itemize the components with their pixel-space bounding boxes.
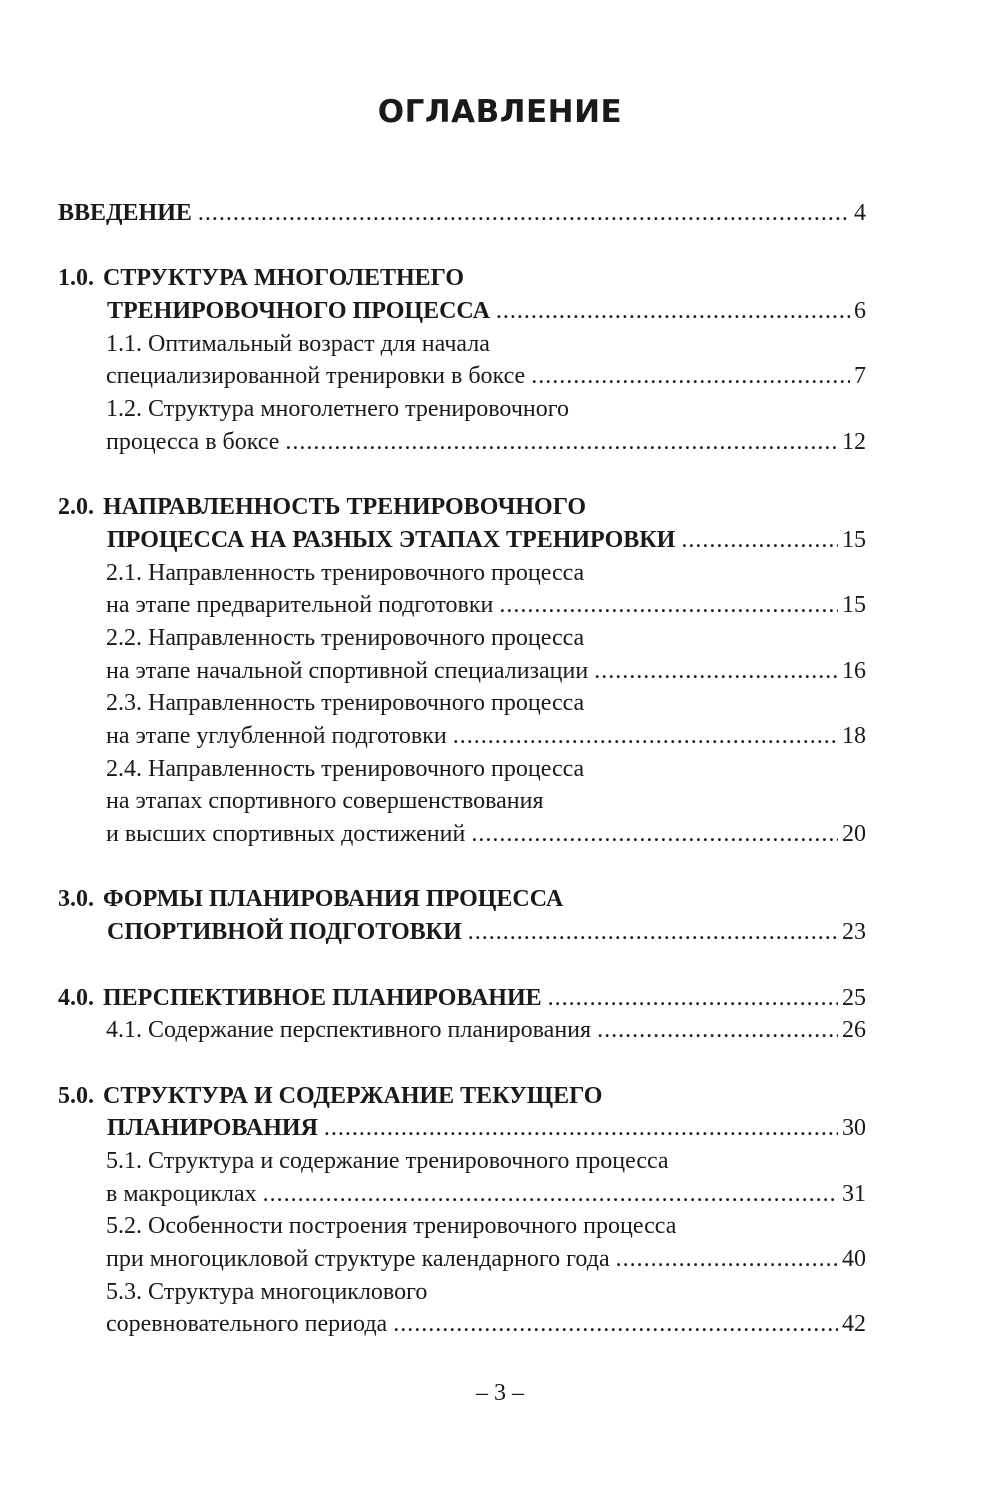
toc-spacer	[58, 459, 866, 492]
toc-chapter-number: 1.0.	[58, 265, 94, 292]
toc-line	[58, 1276, 866, 1309]
toc-line	[58, 753, 866, 786]
toc-line	[58, 524, 866, 557]
toc-section-entry[interactable]	[58, 753, 866, 851]
toc-spacer	[58, 949, 866, 982]
toc-page-number: 12	[842, 428, 866, 455]
toc-line	[58, 655, 866, 688]
toc-entry-title: в макроциклах	[106, 1180, 257, 1207]
toc-page-number: 31	[842, 1180, 866, 1207]
toc-chapter-entry[interactable]	[58, 262, 866, 327]
toc-page-number: 23	[842, 919, 866, 946]
toc-line	[58, 1080, 866, 1113]
toc-line	[58, 818, 866, 851]
page-title: ОГЛАВЛЕНИЕ	[377, 94, 623, 130]
toc-entry-title: ВВЕДЕНИЕ	[58, 200, 192, 226]
toc-entry-title: соревновательного периода	[106, 1311, 388, 1338]
dot-leader	[616, 1243, 838, 1276]
toc-chapter-entry[interactable]	[58, 883, 866, 948]
toc-line	[58, 916, 866, 949]
toc-entry-title: на этапах спортивного совершенствования	[106, 788, 544, 815]
toc-entry-title: ПЛАНИРОВАНИЯ	[107, 1115, 318, 1142]
toc-chapter-entry[interactable]	[58, 1080, 866, 1145]
dot-leader	[393, 1308, 838, 1341]
toc-page-number: 25	[842, 984, 866, 1011]
toc-page-number: 6	[854, 298, 866, 325]
dot-leader	[597, 1014, 838, 1047]
toc-line	[58, 1243, 866, 1276]
toc-entry-title: ПЕРСПЕКТИВНОЕ ПЛАНИРОВАНИЕ	[103, 984, 542, 1011]
toc-entry-title: ПРОЦЕССА НА РАЗНЫХ ЭТАПАХ ТРЕНИРОВКИ	[107, 526, 676, 553]
toc-line	[58, 360, 866, 393]
toc-page-number: 15	[842, 592, 866, 619]
dot-leader	[453, 720, 838, 753]
toc-entry-title: СПОРТИВНОЙ ПОДГОТОВКИ	[107, 919, 462, 946]
toc-page-number: 42	[842, 1311, 866, 1338]
dot-leader	[496, 295, 850, 328]
toc-chapter-number: 4.0.	[58, 984, 94, 1011]
toc-line	[58, 982, 866, 1015]
toc-page-number: 16	[842, 657, 866, 684]
toc-entry-title: при многоцикловой структуре календарного года	[106, 1246, 610, 1272]
dot-leader	[499, 589, 838, 622]
toc-chapter-entry[interactable]	[58, 197, 866, 230]
toc-line	[58, 262, 866, 295]
dot-leader	[531, 360, 850, 393]
toc-line	[58, 785, 866, 818]
toc-section-entry[interactable]	[58, 687, 866, 752]
toc-line	[58, 1308, 866, 1341]
toc-line	[58, 720, 866, 753]
toc-entry-title: 1.1. Оптимальный возраст для начала	[106, 330, 490, 357]
toc-entry-title: ТРЕНИРОВОЧНОГО ПРОЦЕССА	[107, 298, 490, 325]
toc-entry-title: 1.2. Структура многолетнего тренировочного	[106, 396, 569, 423]
toc-spacer	[58, 851, 866, 884]
toc-line	[58, 1112, 866, 1145]
dot-leader	[468, 916, 838, 949]
dot-leader	[548, 982, 838, 1015]
toc-entry-title: СТРУКТУРА МНОГОЛЕТНЕГО	[103, 265, 465, 292]
toc-entry-title: 2.1. Направленность тренировочного процесса	[106, 559, 585, 586]
dot-leader	[471, 818, 838, 851]
toc-chapter-number: 2.0.	[58, 494, 94, 521]
toc-line	[58, 295, 866, 328]
table-of-contents	[58, 197, 866, 1341]
toc-section-entry[interactable]	[58, 1276, 866, 1341]
toc-page-number: 26	[842, 1017, 866, 1044]
toc-line	[58, 426, 866, 459]
toc-section-entry[interactable]	[58, 622, 866, 687]
toc-line	[58, 1210, 866, 1243]
toc-page-number: 18	[842, 723, 866, 749]
dot-leader	[263, 1178, 838, 1211]
toc-line	[58, 1145, 866, 1178]
dot-leader	[285, 426, 838, 459]
toc-entry-title: на этапе начальной спортивной специализации	[106, 657, 589, 684]
dot-leader	[681, 524, 838, 557]
toc-entry-title: 5.1. Структура и содержание тренировочного процесса	[106, 1147, 669, 1174]
toc-line	[58, 687, 866, 720]
page-number: – 3 –	[476, 1380, 524, 1406]
toc-entry-title: специализированной тренировки в боксе	[106, 363, 526, 390]
dot-leader	[324, 1112, 838, 1145]
toc-spacer	[58, 230, 866, 263]
toc-entry-title: и высших спортивных достижений	[106, 821, 466, 848]
toc-entry-title: процесса в боксе	[106, 428, 280, 455]
toc-section-entry[interactable]	[58, 1014, 866, 1047]
toc-line	[58, 197, 866, 230]
toc-page-number: 30	[842, 1115, 866, 1142]
toc-spacer	[58, 1047, 866, 1080]
toc-line	[58, 557, 866, 590]
toc-section-entry[interactable]	[58, 328, 866, 393]
toc-page-number: 4	[854, 200, 866, 226]
toc-page-number: 7	[854, 363, 866, 390]
toc-line	[58, 622, 866, 655]
toc-entry-title: СТРУКТУРА И СОДЕРЖАНИЕ ТЕКУЩЕГО	[103, 1082, 603, 1109]
toc-entry-title: на этапе предварительной подготовки	[106, 592, 494, 619]
toc-chapter-number: 3.0.	[58, 886, 94, 913]
dot-leader	[594, 655, 838, 688]
toc-line	[58, 491, 866, 524]
toc-section-entry[interactable]	[58, 1210, 866, 1275]
toc-page-number: 20	[842, 821, 866, 848]
dot-leader	[198, 197, 850, 230]
toc-chapter-entry[interactable]	[58, 491, 866, 556]
toc-entry-title: 5.2. Особенности построения тренировочного процесса	[106, 1213, 677, 1240]
toc-page-number: 15	[842, 526, 866, 553]
toc-page-number: 40	[842, 1246, 866, 1272]
toc-entry-title: 4.1. Содержание перспективного планирования	[106, 1017, 592, 1044]
toc-entry-title: 2.4. Направленность тренировочного процесса	[106, 755, 585, 782]
toc-line	[58, 1178, 866, 1211]
toc-line	[58, 393, 866, 426]
toc-line	[58, 589, 866, 622]
toc-entry-title: НАПРАВЛЕННОСТЬ ТРЕНИРОВОЧНОГО	[103, 494, 587, 521]
toc-line	[58, 328, 866, 361]
toc-entry-title: ФОРМЫ ПЛАНИРОВАНИЯ ПРОЦЕССА	[103, 886, 564, 913]
toc-section-entry[interactable]	[58, 1145, 866, 1210]
toc-entry-title: 2.3. Направленность тренировочного процесса	[106, 690, 585, 717]
toc-chapter-entry[interactable]	[58, 982, 866, 1015]
toc-section-entry[interactable]	[58, 557, 866, 622]
toc-line	[58, 883, 866, 916]
toc-chapter-number: 5.0.	[58, 1082, 94, 1109]
toc-section-entry[interactable]	[58, 393, 866, 458]
toc-entry-title: 2.2. Направленность тренировочного процесса	[106, 624, 585, 651]
toc-line	[58, 1014, 866, 1047]
toc-entry-title: 5.3. Структура многоциклового	[106, 1278, 428, 1305]
toc-entry-title: на этапе углубленной подготовки	[106, 723, 447, 749]
